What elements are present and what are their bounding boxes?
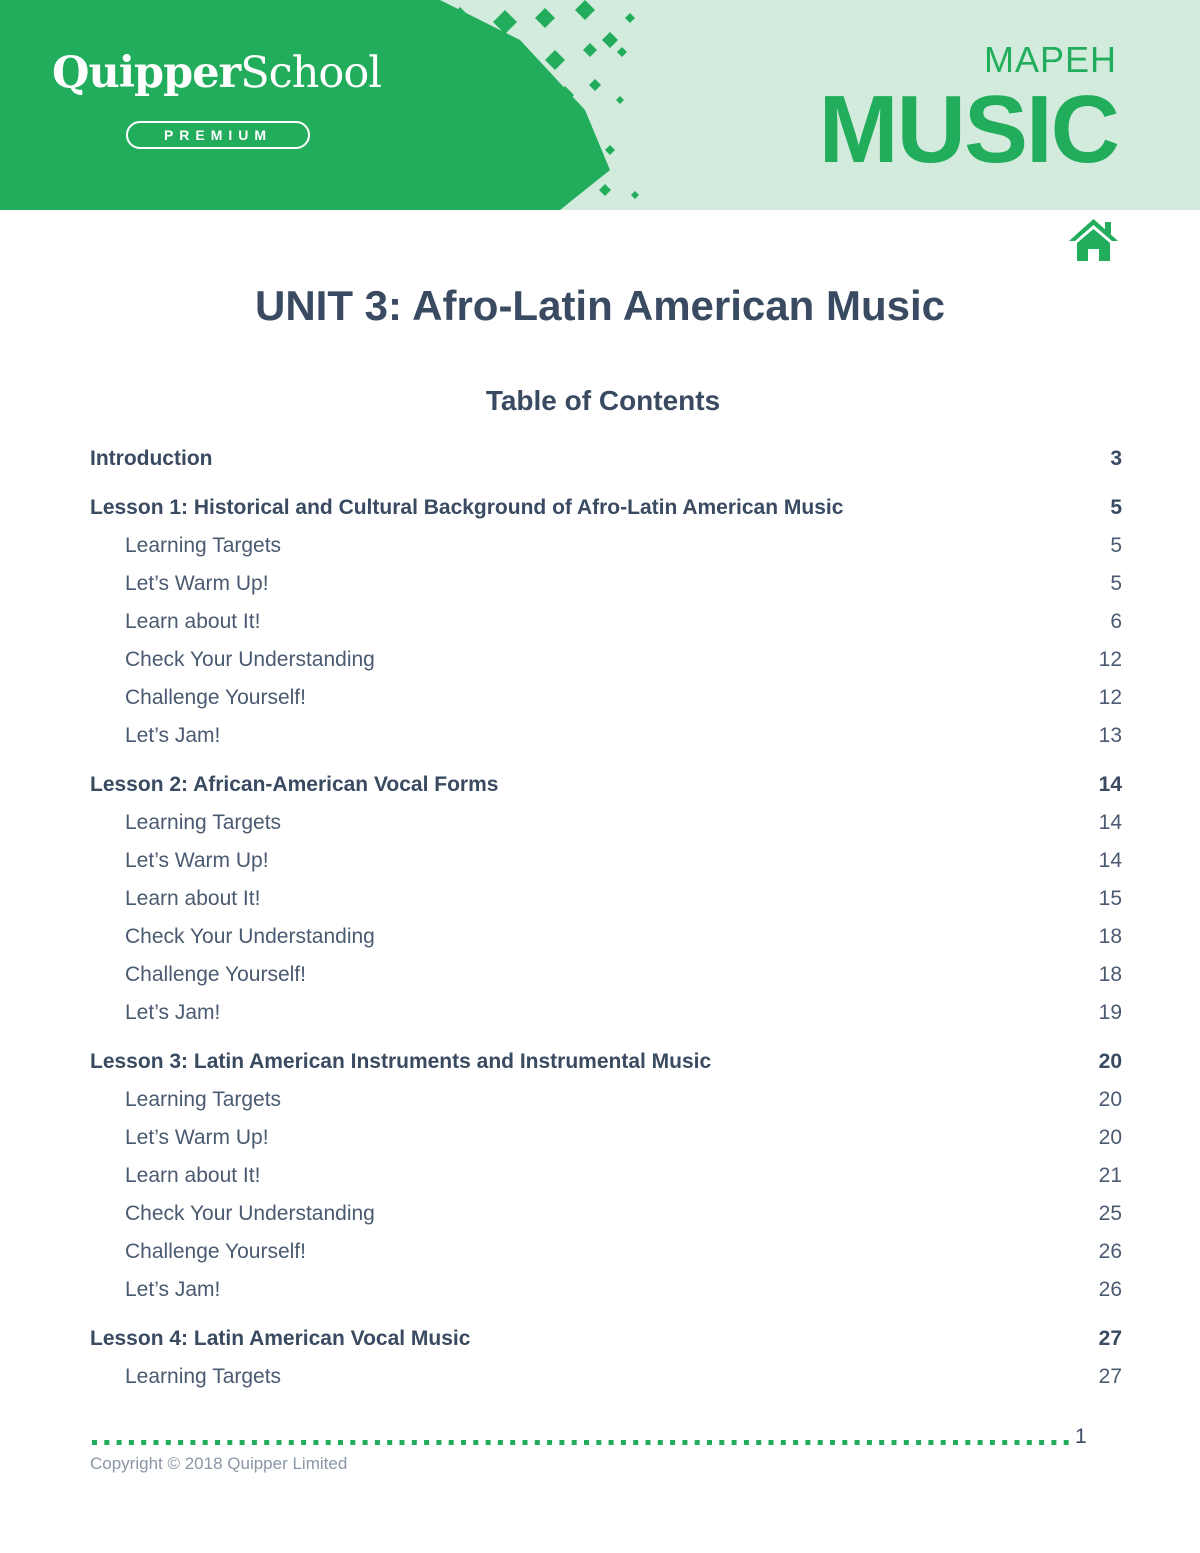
toc-entry-label: Let’s Jam! [125, 724, 221, 747]
toc-entry-label: Check Your Understanding [125, 1202, 375, 1225]
toc-entry-label: Challenge Yourself! [125, 1240, 306, 1263]
toc-subentry[interactable] [90, 994, 1122, 1032]
toc-entry-page: 27 [1098, 1365, 1122, 1388]
page-number: 1 [1075, 1425, 1087, 1448]
toc-subentry[interactable] [90, 565, 1122, 603]
premium-badge: PREMIUM [126, 121, 310, 149]
home-icon[interactable] [1067, 217, 1120, 263]
toc-entry-label: Lesson 3: Latin American Instruments and Instrumental Music [90, 1050, 712, 1073]
toc-entry-page: 14 [1098, 849, 1122, 872]
toc-subentry[interactable] [90, 1157, 1122, 1195]
brand-logo: QuipperSchool [52, 48, 381, 98]
toc-entry-page: 26 [1098, 1278, 1122, 1301]
header-banner [0, 0, 1200, 210]
toc-subentry[interactable] [90, 603, 1122, 641]
toc-entry-label: Learning Targets [125, 1365, 282, 1388]
toc-entry-label: Let’s Jam! [125, 1001, 221, 1024]
toc-entry-page: 20 [1098, 1050, 1122, 1073]
toc-entry-page: 27 [1098, 1327, 1122, 1350]
toc-subentry[interactable] [90, 679, 1122, 717]
toc-subentry[interactable] [90, 1119, 1122, 1157]
toc-entry-page: 21 [1098, 1164, 1122, 1187]
toc-entry-label: Introduction [90, 447, 213, 470]
toc-subentry[interactable] [90, 956, 1122, 994]
toc-entry-page: 20 [1098, 1088, 1122, 1111]
toc-entry-label: Let’s Warm Up! [125, 1126, 269, 1149]
toc-entry-label: Lesson 2: African-American Vocal Forms [90, 773, 499, 796]
toc-entry-page: 25 [1098, 1202, 1122, 1225]
toc-entry-page: 18 [1098, 925, 1122, 948]
toc-subentry[interactable] [90, 804, 1122, 842]
toc-entry-page: 15 [1098, 887, 1122, 910]
toc-entry-label: Learning Targets [125, 811, 282, 834]
toc-entry-label: Check Your Understanding [125, 648, 375, 671]
toc-entry-page: 14 [1098, 773, 1122, 796]
toc-entry-label: Let’s Warm Up! [125, 849, 269, 872]
toc-entry-page: 3 [1110, 447, 1122, 470]
toc-subentry[interactable] [90, 918, 1122, 956]
toc-entry-page: 5 [1110, 496, 1122, 519]
toc-entry-label: Learn about It! [125, 1164, 261, 1187]
toc-entry-page: 20 [1098, 1126, 1122, 1149]
toc-entry-label: Let’s Warm Up! [125, 572, 269, 595]
toc-subentry[interactable] [90, 842, 1122, 880]
toc-entry-label: Learn about It! [125, 887, 261, 910]
toc-entry-page: 18 [1098, 963, 1122, 986]
toc-entry-label: Lesson 4: Latin American Vocal Music [90, 1327, 471, 1350]
toc-entry-page: 13 [1098, 724, 1122, 747]
toc-subentry[interactable] [90, 1358, 1122, 1396]
toc-entry-label: Challenge Yourself! [125, 963, 306, 986]
toc-lesson-entry[interactable] [90, 766, 1122, 804]
toc-subentry[interactable] [90, 717, 1122, 755]
toc-entry-page: 5 [1110, 572, 1122, 595]
toc-heading: Table of Contents [485, 385, 721, 416]
toc-subentry[interactable] [90, 1081, 1122, 1119]
toc-entry-label: Learn about It! [125, 610, 261, 633]
toc-lesson-entry[interactable] [90, 1043, 1122, 1081]
toc-subentry[interactable] [90, 880, 1122, 918]
toc-entry-page: 26 [1098, 1240, 1122, 1263]
toc-subentry[interactable] [90, 1195, 1122, 1233]
toc-entry-label: Learning Targets [125, 534, 282, 557]
toc-entry-page: 14 [1098, 811, 1122, 834]
subject-title: MUSIC [818, 76, 1118, 183]
toc-subentry[interactable] [90, 641, 1122, 679]
subject-category: MAPEH [983, 39, 1117, 80]
toc-entry-page: 5 [1110, 534, 1122, 557]
toc-entry-label: Let’s Jam! [125, 1278, 221, 1301]
toc-subentry[interactable] [90, 1233, 1122, 1271]
toc-lesson-entry[interactable] [90, 1320, 1122, 1358]
toc-subentry[interactable] [90, 1271, 1122, 1309]
toc-entry-page: 19 [1098, 1001, 1122, 1024]
toc-entry-page: 12 [1098, 648, 1122, 671]
copyright: Copyright © 2018 Quipper Limited [90, 1454, 348, 1473]
toc-lesson-entry[interactable] [90, 440, 1122, 478]
toc-entry-label: Challenge Yourself! [125, 686, 306, 709]
toc-entry-page: 6 [1110, 610, 1122, 633]
unit-title: UNIT 3: Afro-Latin American Music [255, 282, 945, 329]
toc-entry-label: Lesson 1: Historical and Cultural Background of Afro-Latin American Music [90, 496, 844, 519]
footer-dotted-line [90, 1440, 1070, 1446]
toc-entry-label: Check Your Understanding [125, 925, 375, 948]
toc-lesson-entry[interactable] [90, 489, 1122, 527]
toc-subentry[interactable] [90, 527, 1122, 565]
toc-entry-page: 12 [1098, 686, 1122, 709]
toc-entry-label: Learning Targets [125, 1088, 282, 1111]
